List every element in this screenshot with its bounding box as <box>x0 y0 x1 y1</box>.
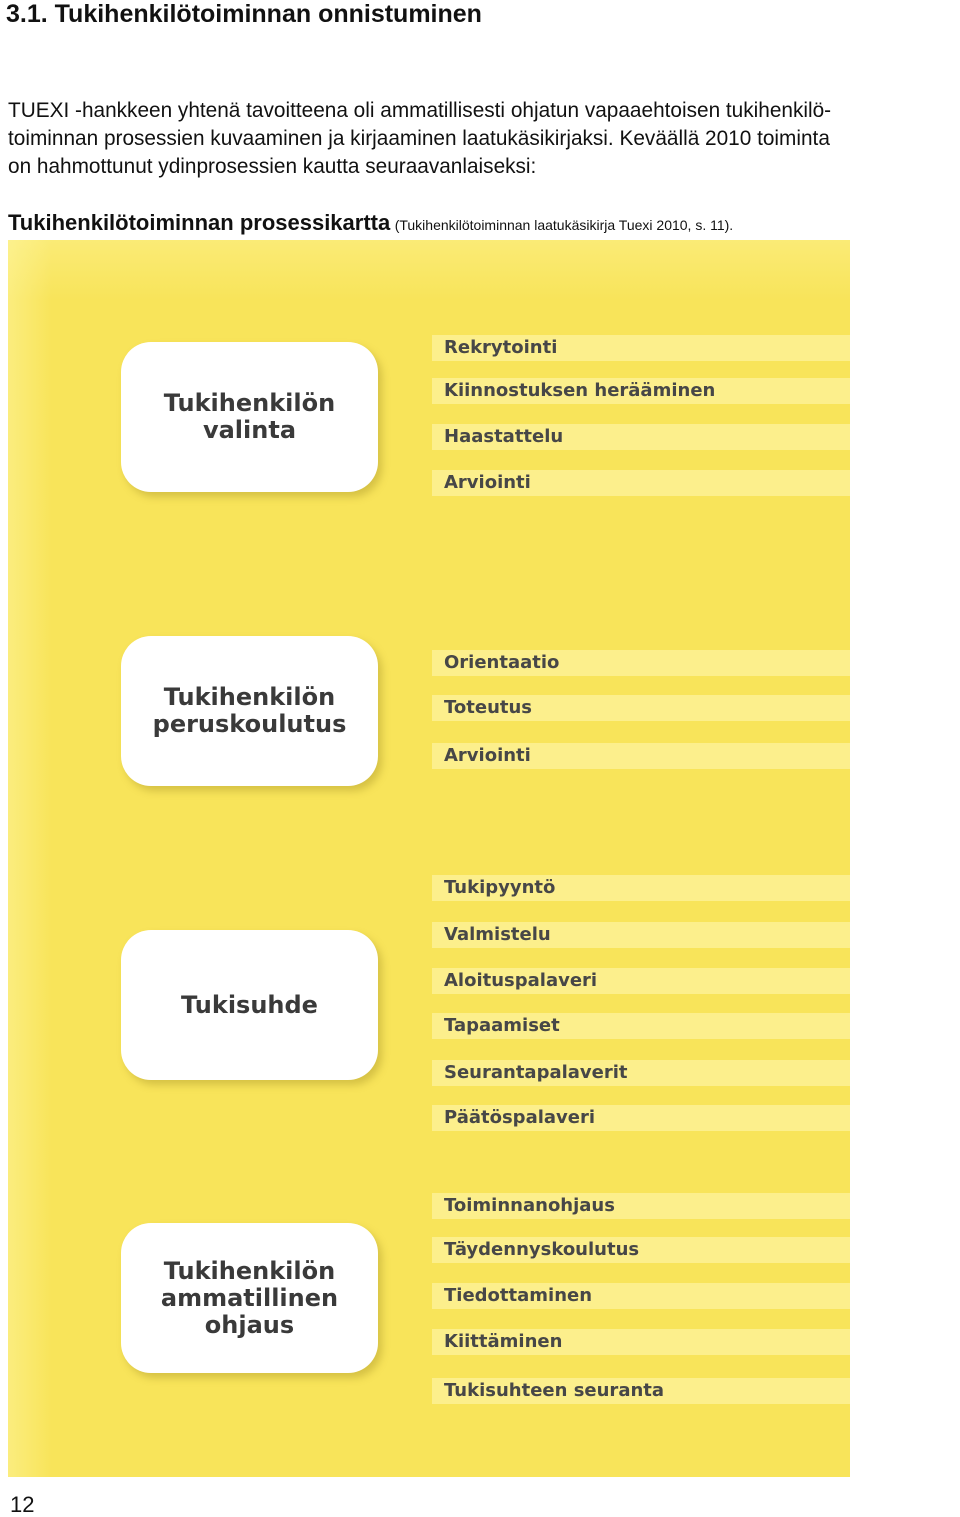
figure-edge-highlight <box>8 240 850 300</box>
process-label: Tukisuhde <box>181 990 318 1019</box>
process-map-figure <box>8 240 850 1477</box>
process-step: Tiedottaminen <box>432 1283 850 1309</box>
intro-line: TUEXI -hankkeen yhtenä tavoitteena oli ammatillisesti ohjatun vapaaehtoisen tukihenkilö- <box>8 99 832 122</box>
process-step: Päätöspalaveri <box>432 1105 850 1131</box>
intro-line: toiminnan prosessien kuvaaminen ja kirjaaminen laatukäsikirjaksi. Keväällä 2010 toiminta <box>8 127 830 150</box>
process-step: Toiminnanohjaus <box>432 1193 850 1219</box>
process-step: Aloituspalaveri <box>432 968 850 994</box>
process-step: Seurantapalaverit <box>432 1060 850 1086</box>
process-step: Haastattelu <box>432 424 850 450</box>
process-box-selection <box>121 342 378 492</box>
figure-source: (Tukihenkilötoiminnan laatukäsikirja Tuexi 2010, s. 11). <box>394 217 734 233</box>
process-box-support-relationship <box>121 930 378 1080</box>
process-label: Tukihenkilön valinta <box>163 389 336 444</box>
page-number: 12 <box>10 1492 35 1517</box>
process-step: Arviointi <box>432 743 850 769</box>
process-step: Tukipyyntö <box>432 875 850 901</box>
process-label: Tukihenkilön peruskoulutus <box>152 683 347 738</box>
process-step: Kiinnostuksen herääminen <box>432 378 850 404</box>
intro-paragraph <box>8 97 960 181</box>
process-box-professional-guidance <box>121 1223 378 1373</box>
process-step: Täydennyskoulutus <box>432 1237 850 1263</box>
process-step: Tukisuhteen seuranta <box>432 1378 850 1404</box>
process-step: Kiittäminen <box>432 1329 850 1355</box>
figure-edge-highlight <box>8 240 52 1477</box>
figure-caption <box>8 210 733 236</box>
process-step: Arviointi <box>432 470 850 496</box>
process-step: Orientaatio <box>432 650 850 676</box>
process-step: Tapaamiset <box>432 1013 850 1039</box>
process-step: Rekrytointi <box>432 335 850 361</box>
process-label: Tukihenkilön ammatillinen ohjaus <box>160 1256 339 1339</box>
process-step: Valmistelu <box>432 922 850 948</box>
intro-line: on hahmottunut ydinprosessien kautta seuraavanlaiseksi: <box>8 155 537 178</box>
process-step: Toteutus <box>432 695 850 721</box>
process-box-basic-training <box>121 636 378 786</box>
section-heading: 3.1. Tukihenkilötoiminnan onnistuminen <box>6 0 482 28</box>
figure-title: Tukihenkilötoiminnan prosessikartta <box>8 210 391 235</box>
